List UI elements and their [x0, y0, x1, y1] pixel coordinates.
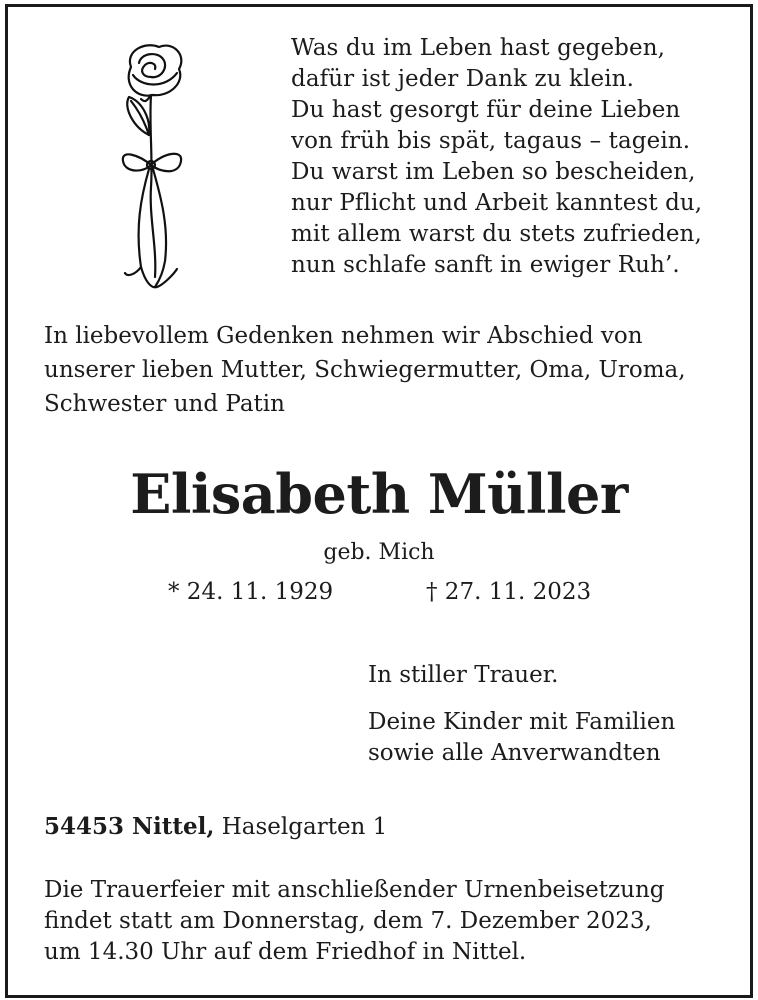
- birth-date: * 24. 11. 1929: [168, 579, 334, 605]
- poem: [291, 33, 741, 281]
- death-date: † 27. 11. 2023: [426, 579, 592, 605]
- poem-line: nur Pflicht und Arbeit kanntest du,: [291, 190, 703, 216]
- address-street: Haselgarten 1: [221, 814, 388, 840]
- intro-line: unserer lieben Mutter, Schwiegermutter, Oma, Uroma,: [44, 357, 686, 383]
- closing-phrase: In stiller Trauer.: [368, 662, 559, 688]
- mourners: [368, 707, 675, 769]
- poem-line: nun schlafe sanft in ewiger Ruh’.: [291, 252, 680, 278]
- mourners-line: sowie alle Anverwandten: [368, 740, 661, 766]
- poem-line: dafür ist jeder Dank zu klein.: [291, 66, 635, 92]
- poem-line: Du hast gesorgt für deine Lieben: [291, 97, 681, 123]
- intro-line: In liebevollem Gedenken nehmen wir Abschied von: [44, 323, 643, 349]
- intro-text: [44, 319, 744, 421]
- funeral-line: Die Trauerfeier mit anschließender Urnenbeisetzung: [44, 877, 665, 903]
- obituary-notice: [5, 4, 753, 998]
- poem-line: von früh bis spät, tagaus – tagein.: [291, 128, 691, 154]
- address-place: 54453 Nittel,: [44, 813, 215, 840]
- funeral-details: [44, 875, 744, 968]
- intro-line: Schwester und Patin: [44, 391, 285, 417]
- rose-icon: [111, 37, 191, 295]
- maiden-name: geb. Mich: [323, 540, 435, 565]
- funeral-line: um 14.30 Uhr auf dem Friedhof in Nittel.: [44, 939, 527, 965]
- poem-line: Du warst im Leben so bescheiden,: [291, 159, 696, 185]
- mourners-line: Deine Kinder mit Familien: [368, 709, 676, 735]
- deceased-name: Elisabeth Müller: [130, 462, 628, 526]
- poem-line: mit allem warst du stets zufrieden,: [291, 221, 702, 247]
- poem-line: Was du im Leben hast gegeben,: [291, 35, 666, 61]
- funeral-line: findet statt am Donnerstag, dem 7. Dezember 2023,: [44, 908, 652, 934]
- address: [44, 813, 387, 840]
